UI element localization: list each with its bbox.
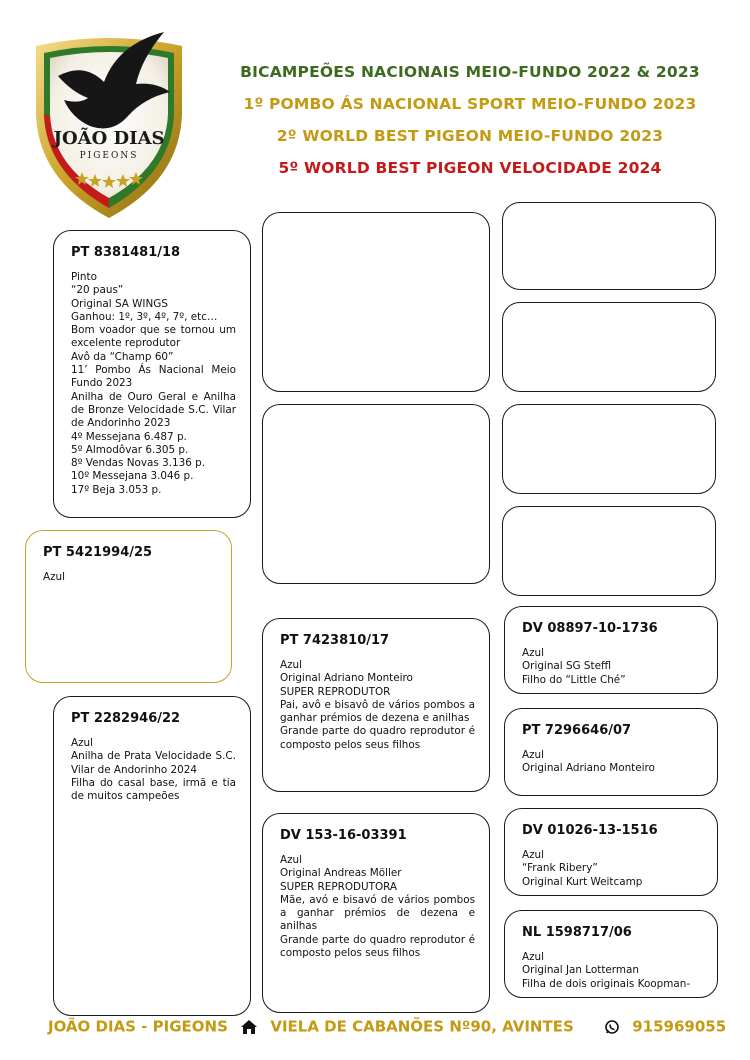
- pigeon-card: [25, 530, 232, 683]
- photo-frame: [262, 212, 490, 392]
- pigeon-details: [522, 647, 700, 687]
- pigeon-details: [280, 854, 475, 960]
- pigeon-card: [262, 813, 490, 1013]
- detail-line: Grande parte do quadro reprodutor é composto pelos seus filhos: [280, 725, 475, 751]
- headline-1: BICAMPEÕES NACIONAIS MEIO-FUNDO 2022 & 2023: [240, 63, 700, 81]
- detail-line: Original SA WINGS: [71, 297, 168, 310]
- pigeon-details: [522, 849, 700, 889]
- pigeon-details: [43, 571, 214, 584]
- detail-line: Filha de dois originais Koopman-: [522, 977, 691, 990]
- detail-line: Pai, avô e bisavô de vários pombos a ganhar prémios de dezena e anilhas: [280, 698, 475, 725]
- pigeon-details: [280, 659, 475, 752]
- detail-line: 4º Messejana 6.487 p.: [71, 430, 187, 443]
- pigeon-ring: PT 8381481/18: [71, 245, 181, 260]
- logo-name: JOÃO DIAS: [53, 128, 165, 149]
- detail-line: 17º Beja 3.053 p.: [71, 483, 162, 496]
- detail-line: Anilha de Prata Velocidade S.C. Vilar de Andorinho 2024: [71, 750, 236, 776]
- footer: [48, 1017, 726, 1036]
- detail-line: Azul: [522, 647, 545, 659]
- pigeon-ring: PT 7296646/07: [522, 723, 632, 738]
- house-icon: [241, 1020, 257, 1034]
- headline-2: 1º POMBO ÁS NACIONAL SPORT MEIO-FUNDO 2023: [243, 95, 697, 113]
- photo-frame: [502, 302, 716, 392]
- pigeon-ring: DV 08897-10-1736: [522, 621, 658, 636]
- pigeon-ring: PT 2282946/22: [71, 711, 181, 726]
- pigeon-ring: PT 5421994/25: [43, 545, 153, 560]
- pigeon-details: [71, 737, 236, 803]
- detail-line: Azul: [522, 951, 545, 963]
- detail-line: Azul: [522, 849, 545, 861]
- photo-frame: [502, 202, 716, 290]
- detail-line: 5º Almodôvar 6.305 p.: [71, 443, 189, 456]
- detail-line: Original Andreas Möller: [280, 867, 402, 880]
- detail-line: Azul: [522, 749, 545, 761]
- detail-line: Mãe, avó e bisavó de vários pombos a ganhar prémios de dezena e anilhas: [280, 893, 475, 933]
- footer-address: VIELA DE CABANÕES Nº90, AVINTES: [270, 1017, 574, 1036]
- pigeon-details: [522, 951, 700, 991]
- detail-line: 8º Vendas Novas 3.136 p.: [71, 457, 206, 470]
- detail-line: Pinto: [71, 271, 97, 283]
- detail-line: “20 paus”: [71, 284, 124, 297]
- logo: [24, 22, 194, 222]
- photo-frame: [502, 506, 716, 596]
- pigeon-ring: DV 01026-13-1516: [522, 823, 658, 838]
- detail-line: Grande parte do quadro reprodutor é composto pelos seus filhos: [280, 933, 475, 960]
- detail-line: Azul: [71, 737, 94, 749]
- headline-3: 2º WORLD BEST PIGEON MEIO-FUNDO 2023: [276, 127, 664, 145]
- photo-frame: [502, 404, 716, 494]
- detail-line: Filha do casal base, irmã e tia de muitos campeões: [71, 776, 236, 803]
- footer-phone: 915969055: [632, 1017, 727, 1036]
- detail-line: Azul: [280, 659, 303, 671]
- detail-line: 11’ Pombo Ás Nacional Meio Fundo 2023: [71, 364, 236, 390]
- pigeon-card: [504, 910, 718, 998]
- pigeon-ring: PT 7423810/17: [280, 633, 390, 648]
- detail-line: Ganhou: 1º, 3º, 4º, 7º, etc…: [71, 310, 218, 323]
- detail-line: “Frank Ribery”: [522, 862, 598, 875]
- detail-line: Original Adriano Monteiro: [280, 672, 413, 685]
- detail-line: Original Kurt Weitcamp: [522, 875, 643, 888]
- detail-line: Azul: [280, 854, 303, 866]
- pigeon-card: [262, 618, 490, 792]
- pigeon-card: [53, 696, 251, 1016]
- pigeon-ring: DV 153-16-03391: [280, 828, 407, 843]
- detail-line: Original Jan Lotterman: [522, 964, 639, 977]
- detail-line: Filho do “Little Ché”: [522, 673, 626, 686]
- photo-frame: [262, 404, 490, 584]
- footer-name: JOÃO DIAS - PIGEONS: [48, 1017, 228, 1036]
- whatsapp-icon: [605, 1020, 619, 1034]
- pigeon-card: [53, 230, 251, 518]
- pigeon-ring: NL 1598717/06: [522, 925, 632, 940]
- headline-4: 5º WORLD BEST PIGEON VELOCIDADE 2024: [278, 159, 662, 177]
- detail-line: SUPER REPRODUTORA: [280, 880, 398, 893]
- pigeon-details: [71, 271, 236, 497]
- detail-line: SUPER REPRODUTOR: [280, 685, 391, 698]
- detail-line: Avô da “Champ 60”: [71, 350, 174, 363]
- pigeon-card: [504, 808, 718, 896]
- pigeon-details: [522, 749, 700, 776]
- pigeon-card: [504, 708, 718, 796]
- detail-line: 10º Messejana 3.046 p.: [71, 470, 194, 483]
- pigeon-card: [504, 606, 718, 694]
- detail-line: Azul: [43, 571, 66, 583]
- logo-sub: PIGEONS: [79, 151, 139, 161]
- detail-line: Anilha de Ouro Geral e Anilha de Bronze Velocidade S.C. Vilar de Andorinho 2023: [71, 390, 236, 430]
- detail-line: Original Adriano Monteiro: [522, 762, 655, 775]
- detail-line: Bom voador que se tornou um excelente reprodutor: [71, 324, 236, 350]
- detail-line: Original SG Steffl: [522, 660, 612, 673]
